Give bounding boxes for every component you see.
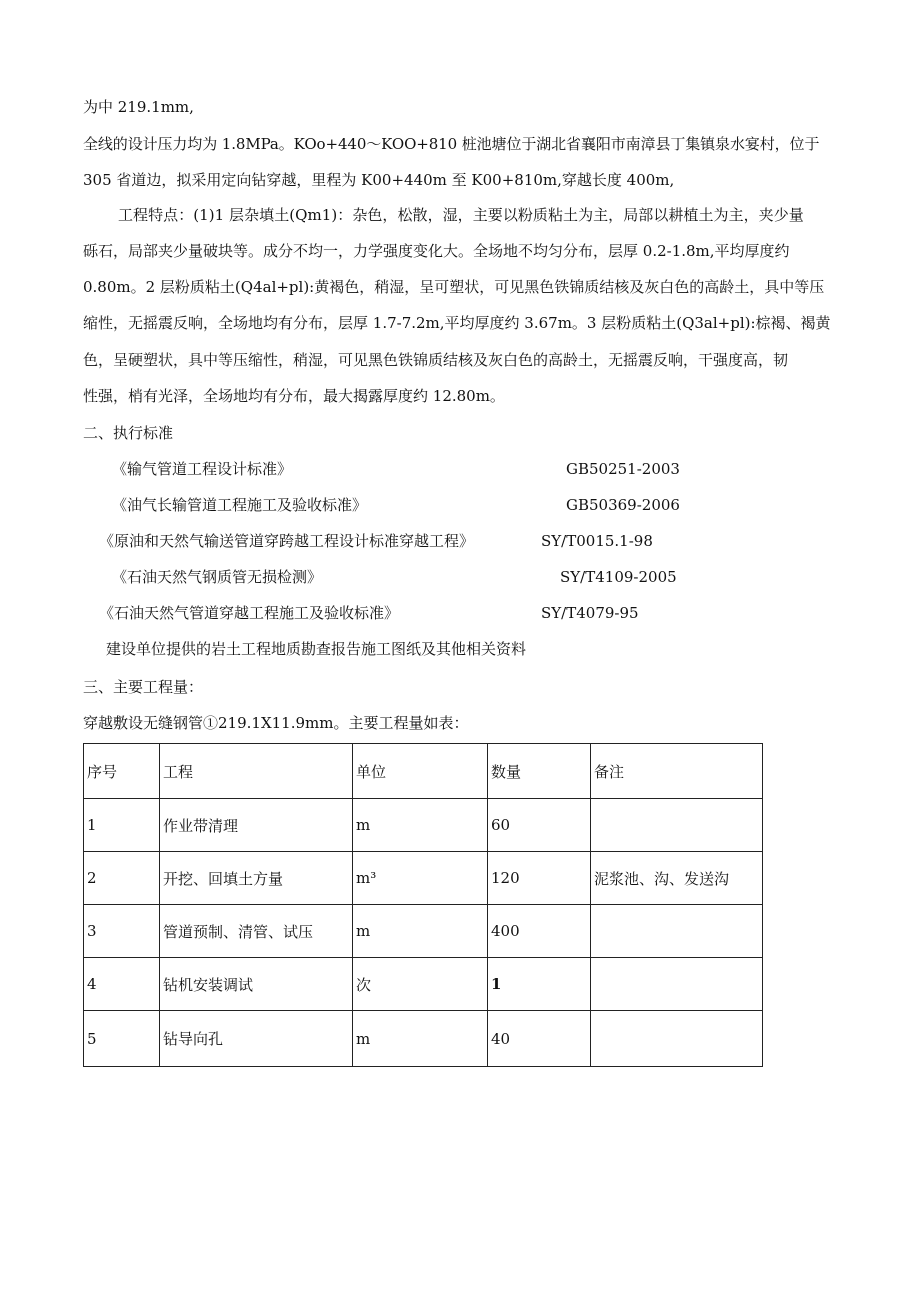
standard-row (0, 458, 920, 480)
standard-row (0, 530, 920, 552)
features-line-4: 缩性，无摇震反响，全场地均有分布，层厚 1.7-7.2m,平均厚度约 3.67m。3 层粉质粘土(Q3al+pl):棕褐、褐黄 (83, 314, 831, 332)
table-cell: m (353, 1011, 488, 1067)
standard-code: GB50251-2003 (566, 460, 680, 478)
standards-note: 建设单位提供的岩土工程地质勘查报告施工图纸及其他相关资料 (106, 640, 527, 658)
table-cell (591, 905, 763, 958)
table-cell: 4 (84, 958, 160, 1011)
table-cell: 60 (488, 799, 591, 852)
table-cell: 钻导向孔 (160, 1011, 353, 1067)
features-line-6: 性强，梢有光泽，全场地均有分布，最大揭露厚度约 12.80m。 (83, 387, 505, 405)
design-pressure-line-2: 305 省道边，拟采用定向钻穿越，里程为 K00+440m 至 K00+810m,穿越长度 400m, (83, 171, 675, 189)
header-cell: 单位 (353, 744, 488, 799)
header-cell: 工程 (160, 744, 353, 799)
standard-title: 《石油天然气钢质管无损检测》 (112, 568, 323, 586)
table-cell: 120 (488, 852, 591, 905)
standard-code: GB50369-2006 (566, 496, 680, 514)
table-cell (591, 799, 763, 852)
table-row (84, 905, 763, 958)
section-quantities-title: 三、主要工程量： (83, 678, 204, 696)
standard-row (0, 566, 920, 588)
features-line-1: 工程特点：(1)1 层杂填土(Qm1)：杂色，松散，湿，主要以粉质粘土为主，局部以耕植土为主，夹少量 (118, 206, 804, 224)
table-intro: 穿越敷设无缝钢管①219.1X11.9mm。主要工程量如表： (83, 714, 469, 732)
table-cell (591, 958, 763, 1011)
table-cell: 5 (84, 1011, 160, 1067)
standard-title: 《输气管道工程设计标准》 (112, 460, 293, 478)
standard-code: SY/T0015.1-98 (541, 532, 653, 550)
features-line-3: 0.80m。2 层粉质粘土(Q4al+pl):黄褐色，稍湿，呈可塑状，可见黑色铁锦质结核及灰白色的高龄土，具中等压 (83, 278, 825, 296)
standard-code: SY/T4109-2005 (560, 568, 677, 586)
table-cell: m (353, 799, 488, 852)
features-line-2: 砾石，局部夹少量破块等。成分不均一，力学强度变化大。全场地不均匀分布，层厚 0.2-1.8m,平均厚度约 (83, 242, 790, 260)
standard-title: 《原油和天然气输送管道穿跨越工程设计标准穿越工程》 (99, 532, 475, 550)
quantities-table (83, 743, 763, 1067)
standard-title: 《石油天然气管道穿越工程施工及验收标准》 (99, 604, 400, 622)
table-header-row (84, 744, 763, 799)
standard-row (0, 602, 920, 624)
standard-code: SY/T4079-95 (541, 604, 639, 622)
table-cell (591, 1011, 763, 1067)
design-pressure-line-1: 全线的设计压力均为 1.8MPa。KOo+440～KOO+810 桩池塘位于湖北省襄阳市南漳县丁集镇泉水宴村，位于 (83, 135, 820, 153)
standard-title: 《油气长输管道工程施工及验收标准》 (112, 496, 368, 514)
header-cell: 数量 (488, 744, 591, 799)
table-row (84, 799, 763, 852)
section-standards-title: 二、执行标准 (83, 424, 174, 442)
table-cell: 40 (488, 1011, 591, 1067)
table-row (84, 1011, 763, 1067)
table-cell: 次 (353, 958, 488, 1011)
table-cell: 400 (488, 905, 591, 958)
table-cell: 2 (84, 852, 160, 905)
table-cell: m³ (353, 852, 488, 905)
table-cell: 3 (84, 905, 160, 958)
table-row (84, 958, 763, 1011)
table-row (84, 852, 763, 905)
table-cell: 管道预制、清管、试压 (160, 905, 353, 958)
table-cell: 1 (84, 799, 160, 852)
header-cell: 序号 (84, 744, 160, 799)
table-cell: 钻机安装调试 (160, 958, 353, 1011)
standard-row (0, 494, 920, 516)
header-cell: 备注 (591, 744, 763, 799)
table-cell: 1 (488, 958, 591, 1011)
table-cell: 作业带清理 (160, 799, 353, 852)
features-line-5: 色，呈硬塑状，具中等压缩性，稍湿，可见黑色铁锦质结核及灰白色的高龄土，无摇震反响，干强度高，韧 (83, 351, 789, 369)
table-cell: 泥浆池、沟、发送沟 (591, 852, 763, 905)
table-cell: m (353, 905, 488, 958)
intro-line: 为中 219.1mm, (83, 98, 194, 116)
table-cell: 开挖、回填土方量 (160, 852, 353, 905)
